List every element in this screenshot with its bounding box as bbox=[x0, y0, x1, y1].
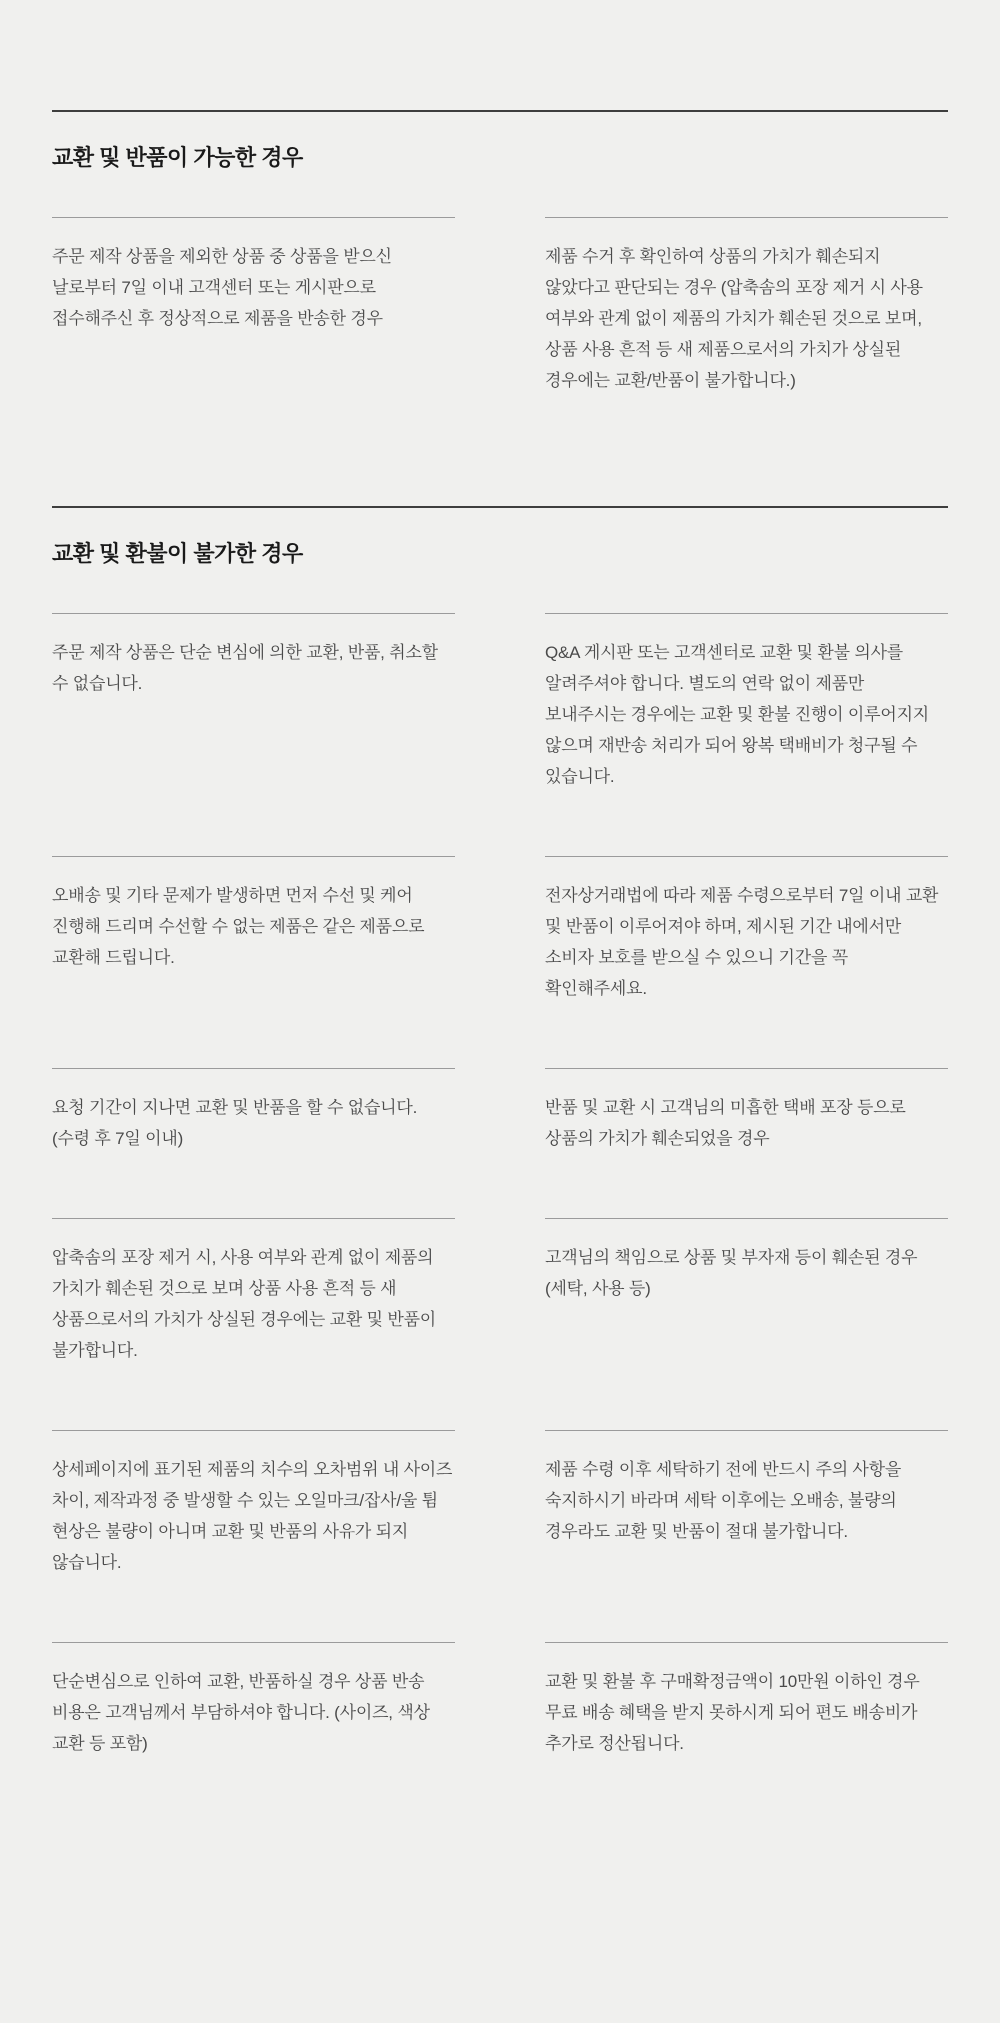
section-title: 교환 및 환불이 불가한 경우 bbox=[52, 541, 303, 566]
policy-text-right: 반품 및 교환 시 고객님의 미흡한 택배 포장 등으로 상품의 가치가 훼손되었을 경우 bbox=[545, 1068, 948, 1218]
policy-row bbox=[52, 1218, 948, 1430]
section-title: 교환 및 반품이 가능한 경우 bbox=[52, 145, 303, 170]
policy-section bbox=[52, 110, 948, 396]
policy-text-left: 오배송 및 기타 문제가 발생하면 먼저 수선 및 케어 진행해 드리며 수선할 수 없는 제품은 같은 제품으로 교환해 드립니다. bbox=[52, 856, 455, 1068]
policy-text-left: 상세페이지에 표기된 제품의 치수의 오차범위 내 사이즈 차이, 제작과정 중 발생할 수 있는 오일마크/잡사/울 튐 현상은 불량이 아니며 교환 및 반품의 사유가 되지 않습니다. bbox=[52, 1430, 455, 1642]
section-top-divider bbox=[52, 110, 948, 112]
section-rows bbox=[52, 217, 948, 396]
policy-row bbox=[52, 1642, 948, 1759]
policy-text-right: 고객님의 책임으로 상품 및 부자재 등이 훼손된 경우(세탁, 사용 등) bbox=[545, 1218, 948, 1430]
policy-text-right: 전자상거래법에 따라 제품 수령으로부터 7일 이내 교환 및 반품이 이루어져야 하며, 제시된 기간 내에서만 소비자 보호를 받으실 수 있으니 기간을 꼭 확인해주세요. bbox=[545, 856, 948, 1068]
section-top-divider bbox=[52, 506, 948, 508]
policy-text-right: 제품 수거 후 확인하여 상품의 가치가 훼손되지 않았다고 판단되는 경우 (압축솜의 포장 제거 시 사용 여부와 관계 없이 제품의 가치가 훼손된 것으로 보며, 상품 사용 흔적 등 새 제품으로서의 가치가 상실된 경우에는 교환/반품이 불가합니다.) bbox=[545, 217, 948, 396]
policy-text-left: 주문 제작 상품을 제외한 상품 중 상품을 받으신 날로부터 7일 이내 고객센터 또는 게시판으로 접수해주신 후 정상적으로 제품을 반송한 경우 bbox=[52, 217, 455, 396]
policy-row bbox=[52, 1430, 948, 1642]
policy-text-right: Q&A 게시판 또는 고객센터로 교환 및 환불 의사를 알려주셔야 합니다. 별도의 연락 없이 제품만 보내주시는 경우에는 교환 및 환불 진행이 이루어지지 않으며 재반송 처리가 되어 왕복 택배비가 청구될 수 있습니다. bbox=[545, 613, 948, 856]
policy-text-left: 단순변심으로 인하여 교환, 반품하실 경우 상품 반송 비용은 고객님께서 부담하셔야 합니다. (사이즈, 색상 교환 등 포함) bbox=[52, 1642, 455, 1759]
policy-section bbox=[52, 506, 948, 1759]
policy-row bbox=[52, 856, 948, 1068]
policy-text-left: 요청 기간이 지나면 교환 및 반품을 할 수 없습니다. (수령 후 7일 이내) bbox=[52, 1068, 455, 1218]
policy-row bbox=[52, 217, 948, 396]
policy-text-left: 압축솜의 포장 제거 시, 사용 여부와 관계 없이 제품의 가치가 훼손된 것으로 보며 상품 사용 흔적 등 새 상품으로서의 가치가 상실된 경우에는 교환 및 반품이 불가합니다. bbox=[52, 1218, 455, 1430]
policy-text-right: 교환 및 환불 후 구매확정금액이 10만원 이하인 경우 무료 배송 혜택을 받지 못하시게 되어 편도 배송비가 추가로 정산됩니다. bbox=[545, 1642, 948, 1759]
policy-row bbox=[52, 613, 948, 856]
policy-text-right: 제품 수령 이후 세탁하기 전에 반드시 주의 사항을 숙지하시기 바라며 세탁 이후에는 오배송, 불량의 경우라도 교환 및 반품이 절대 불가합니다. bbox=[545, 1430, 948, 1642]
section-rows bbox=[52, 613, 948, 1759]
policy-row bbox=[52, 1068, 948, 1218]
policy-text-left: 주문 제작 상품은 단순 변심에 의한 교환, 반품, 취소할 수 없습니다. bbox=[52, 613, 455, 856]
policy-page bbox=[52, 110, 948, 1759]
